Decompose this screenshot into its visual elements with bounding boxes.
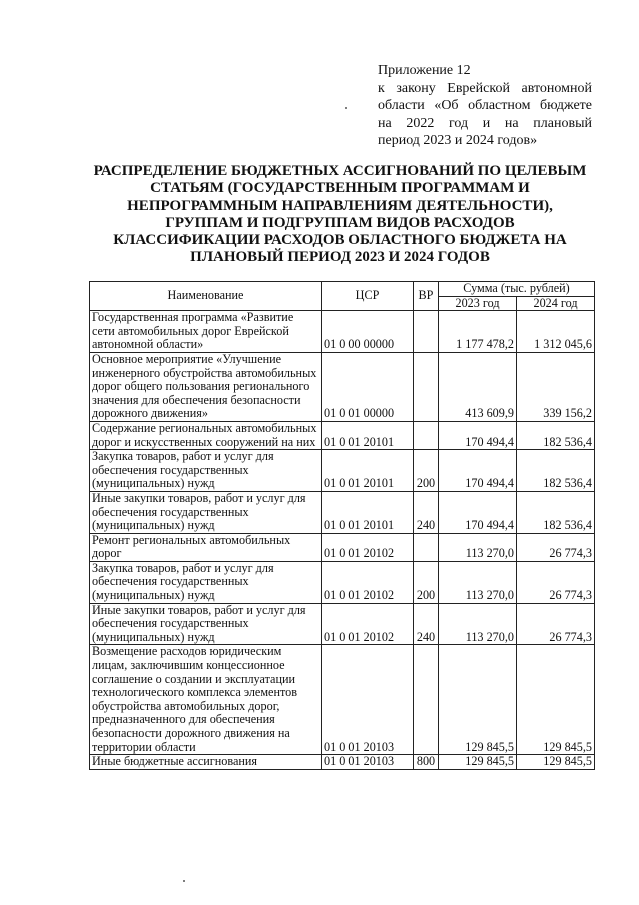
appendix-line: период 2023 и 2024 годов» <box>378 133 538 148</box>
row-csr: 01 0 01 00000 <box>322 352 414 421</box>
row-2023: 129 845,5 <box>439 755 517 770</box>
row-vr: 200 <box>414 561 439 603</box>
table-row <box>90 421 595 449</box>
title-line: КЛАССИФИКАЦИИ РАСХОДОВ ОБЛАСТНОГО БЮДЖЕТА НА <box>113 232 567 249</box>
row-2024: 129 845,5 <box>517 645 595 755</box>
scan-speck <box>345 107 347 109</box>
row-2024: 26 774,3 <box>517 603 595 645</box>
title-line: СТАТЬЯМ (ГОСУДАРСТВЕННЫМ ПРОГРАММАМ И <box>150 180 530 197</box>
document-title <box>84 163 596 267</box>
row-vr <box>414 311 439 353</box>
table-row <box>90 755 595 770</box>
row-2023: 113 270,0 <box>439 533 517 561</box>
title-line: ПЛАНОВЫЙ ПЕРИОД 2023 И 2024 ГОДОВ <box>190 249 490 266</box>
row-csr: 01 0 01 20101 <box>322 450 414 492</box>
row-2024: 182 536,4 <box>517 450 595 492</box>
table-row <box>90 561 595 603</box>
row-2023: 170 494,4 <box>439 450 517 492</box>
row-vr: 800 <box>414 755 439 770</box>
appendix-number: Приложение 12 <box>378 63 471 78</box>
row-2024: 182 536,4 <box>517 421 595 449</box>
row-2023: 170 494,4 <box>439 491 517 533</box>
table-row <box>90 450 595 492</box>
row-2024: 26 774,3 <box>517 561 595 603</box>
appendix-line: к закону Еврейской автономной <box>378 80 592 96</box>
appendix-line: на 2022 год и на плановый <box>378 115 592 131</box>
row-name: Иные закупки товаров, работ и услуг для обеспечения государственных (муниципальных) нужд <box>90 491 322 533</box>
title-line: РАСПРЕДЕЛЕНИЕ БЮДЖЕТНЫХ АССИГНОВАНИЙ ПО ЦЕЛЕВЫМ <box>93 163 587 179</box>
row-2023: 413 609,9 <box>439 352 517 421</box>
row-csr: 01 0 01 20102 <box>322 603 414 645</box>
row-vr: 240 <box>414 491 439 533</box>
row-vr <box>414 533 439 561</box>
header-vr: ВР <box>414 282 439 311</box>
row-2024: 339 156,2 <box>517 352 595 421</box>
row-name: Закупка товаров, работ и услуг для обеспечения государственных (муниципальных) нужд <box>90 561 322 603</box>
row-vr <box>414 352 439 421</box>
row-csr: 01 0 01 20103 <box>322 755 414 770</box>
header-2024: 2024 год <box>517 296 595 311</box>
header-csr: ЦСР <box>322 282 414 311</box>
table-row <box>90 603 595 645</box>
row-2024: 129 845,5 <box>517 755 595 770</box>
row-csr: 01 0 01 20103 <box>322 645 414 755</box>
header-name: Наименование <box>90 282 322 311</box>
appendix-line: области «Об областном бюджете <box>378 98 592 113</box>
row-2024: 182 536,4 <box>517 491 595 533</box>
table-row <box>90 533 595 561</box>
row-vr: 240 <box>414 603 439 645</box>
row-2024: 26 774,3 <box>517 533 595 561</box>
row-vr <box>414 421 439 449</box>
row-name: Ремонт региональных автомобильных дорог <box>90 533 322 561</box>
row-2023: 113 270,0 <box>439 561 517 603</box>
table-row <box>90 645 595 755</box>
row-csr: 01 0 00 00000 <box>322 311 414 353</box>
row-2023: 113 270,0 <box>439 603 517 645</box>
table-row <box>90 491 595 533</box>
row-2024: 1 312 045,6 <box>517 311 595 353</box>
row-2023: 129 845,5 <box>439 645 517 755</box>
header-sum: Сумма (тыс. рублей) <box>439 282 595 297</box>
row-name: Закупка товаров, работ и услуг для обеспечения государственных (муниципальных) нужд <box>90 450 322 492</box>
row-csr: 01 0 01 20102 <box>322 533 414 561</box>
table-row <box>90 311 595 353</box>
row-name: Иные бюджетные ассигнования <box>90 755 322 770</box>
row-csr: 01 0 01 20102 <box>322 561 414 603</box>
row-csr: 01 0 01 20101 <box>322 421 414 449</box>
appendix-note <box>378 62 592 150</box>
row-name: Основное мероприятие «Улучшение инженерного обустройства автомобильных дорог общего пользования регионального значения для обеспечения безопасности дорожного движения» <box>90 352 322 421</box>
header-2023: 2023 год <box>439 296 517 311</box>
row-name: Государственная программа «Развитие сети автомобильных дорог Еврейской автономной области» <box>90 311 322 353</box>
row-name: Иные закупки товаров, работ и услуг для обеспечения государственных (муниципальных) нужд <box>90 603 322 645</box>
row-2023: 1 177 478,2 <box>439 311 517 353</box>
row-csr: 01 0 01 20101 <box>322 491 414 533</box>
title-line: ГРУППАМ И ПОДГРУППАМ ВИДОВ РАСХОДОВ <box>165 214 515 231</box>
row-vr <box>414 645 439 755</box>
budget-table <box>89 281 595 770</box>
row-name: Содержание региональных автомобильных дорог и искусственных сооружений на них <box>90 421 322 449</box>
title-line: НЕПРОГРАММНЫМ НАПРАВЛЕНИЯМ ДЕЯТЕЛЬНОСТИ), <box>127 197 553 214</box>
scan-speck <box>183 880 185 882</box>
row-vr: 200 <box>414 450 439 492</box>
row-name: Возмещение расходов юридическим лицам, заключившим концессионное соглашение о создании и эксплуатации технологического комплекса элементов обустройства автомобильных дорог, предназначенного для обеспечения безопасности дорожного движения на территории области <box>90 645 322 755</box>
row-2023: 170 494,4 <box>439 421 517 449</box>
table-row <box>90 352 595 421</box>
